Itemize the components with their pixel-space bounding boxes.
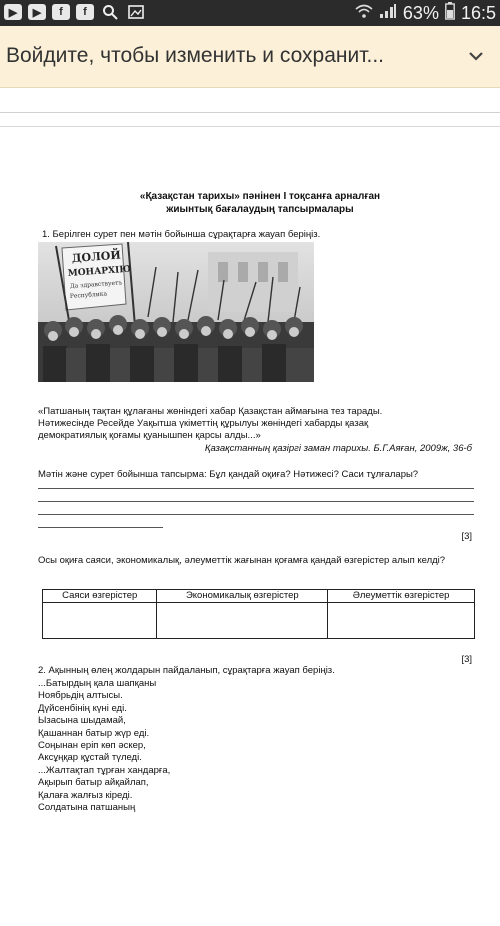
- answer-line: [38, 527, 163, 528]
- score-mark: [3]: [461, 531, 472, 542]
- task-question: Мәтін және сурет бойынша тапсырма: Бұл қандай оқиға? Нәтижесі? Саси тұлғалары?: [38, 469, 419, 480]
- quote-line: демократиялық қоғамы қуанышпен қарсы алды...»: [38, 430, 261, 441]
- answer-line: [38, 501, 474, 502]
- score-mark: [3]: [461, 654, 472, 665]
- answer-line: [38, 488, 474, 489]
- photo-sign-text: МОНАРХІЮ: [67, 264, 132, 279]
- doc-title-line1: «Қазақстан тарихы» пәнінен І тоқсанға арналған: [139, 191, 381, 202]
- poem-line: Ызасына шыдамай,: [38, 715, 126, 727]
- photo-sign-text: Республика: [69, 290, 108, 300]
- table-cell: [157, 603, 328, 639]
- divider: [0, 112, 500, 113]
- poem-line: ...Батырдың қала шапқаны: [38, 678, 157, 689]
- sign-in-banner[interactable]: [0, 26, 500, 88]
- photo-sign-text: ДОЛОЙ: [71, 248, 122, 265]
- facebook-icon: f: [52, 4, 70, 20]
- poem-line: ...Жалтақтап тұрған хандарға,: [38, 764, 171, 776]
- table-header: Саяси өзгерістер: [43, 590, 157, 603]
- table-header: Әлеуметтік өзгерістер: [328, 590, 475, 603]
- status-bar: [0, 0, 500, 26]
- poem-line: Ноябрьдің алтысы.: [38, 690, 123, 702]
- poem-line: Ақырып батыр айқайлап,: [38, 777, 149, 789]
- quote-source: Қазақстанның қазіргі заман тарихы. Б.Г.Аяған, 2009ж, 36-б: [204, 443, 472, 454]
- banner-text[interactable]: Войдите, чтобы изменить и сохранит...: [6, 44, 385, 67]
- question-changes: Осы оқиға саяси, экономикалық, әлеуметтік жағынан қоғамға қандай өзгерістер алып келді?: [38, 555, 446, 566]
- battery-level: 63%: [402, 3, 439, 23]
- facebook-icon: f: [76, 4, 94, 20]
- poem-line: Дүйсенбінің күні еді.: [38, 702, 127, 714]
- table-header-row: [43, 590, 475, 603]
- table-cell: [328, 603, 475, 639]
- youtube-icon: ▶: [28, 4, 46, 20]
- chevron-down-icon[interactable]: [466, 46, 486, 66]
- poem-line: Солдатына патшаның: [38, 802, 136, 814]
- poem-line: Соңынан еріп көп әскер,: [38, 740, 146, 752]
- poem-line: Қалаға жалғыз кіреді.: [38, 789, 133, 801]
- question-1: 1. Берілген сурет пен мәтін бойынша сұрақтарға жауап беріңіз.: [42, 229, 321, 240]
- historical-photo: [38, 242, 314, 382]
- doc-title-line2: жиынтық бағалаудың тапсырмалары: [166, 204, 354, 215]
- answer-line: [38, 514, 474, 515]
- table-header: Экономикалық өзгерістер: [157, 590, 328, 603]
- changes-table: [42, 589, 475, 639]
- table-cell: [43, 603, 157, 639]
- poem: [38, 678, 170, 814]
- signal-icon: [379, 3, 397, 24]
- battery-icon: [445, 2, 455, 25]
- clock: 16:5: [460, 3, 496, 23]
- youtube-icon: ▶: [4, 4, 22, 20]
- poem-line: Аксұңқар құстай түледі.: [38, 752, 142, 764]
- gallery-icon: [126, 3, 146, 21]
- wifi-icon: [355, 3, 373, 24]
- poem-line: Қашаннан батыр жүр еді.: [38, 727, 150, 739]
- quote-line: «Патшаның тақтан құлағаны жөніндегі хабар Қазақстан аймағына тез тарады.: [38, 406, 383, 417]
- search-icon: [100, 3, 120, 21]
- quote-line: Нәтижесінде Ресейде Уақытша үкіметтің құрылуы жөніндегі хабарды қазақ: [38, 418, 369, 429]
- photo-sign-text: Да здравствуетъ: [69, 279, 123, 290]
- table-row: [43, 603, 475, 639]
- document-page: [0, 127, 500, 926]
- question-2: 2. Ақынның өлең жолдарын пайдаланып, сұрақтарға жауап беріңіз.: [38, 665, 335, 676]
